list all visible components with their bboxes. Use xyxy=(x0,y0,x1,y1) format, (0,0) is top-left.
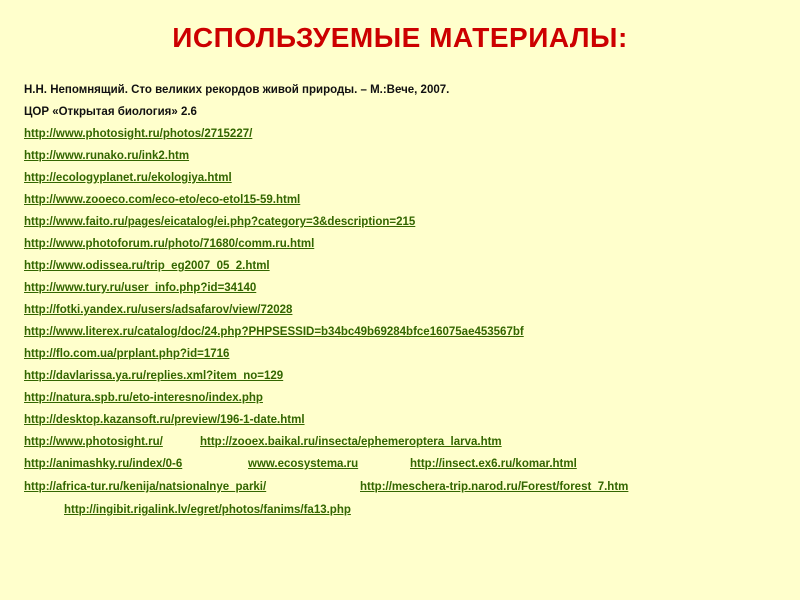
link-insect[interactable]: http://insect.ex6.ru/komar.html xyxy=(410,458,577,470)
link-1[interactable]: http://www.photosight.ru/photos/2715227/ xyxy=(24,128,253,140)
link-3[interactable]: http://ecologyplanet.ru/ekologiya.html xyxy=(24,172,232,184)
link-ecosystema[interactable]: www.ecosystema.ru xyxy=(248,458,359,470)
link-13[interactable]: http://natura.spb.ru/eto-interesno/index.php xyxy=(24,392,263,404)
link-12[interactable]: http://davlarissa.ya.ru/replies.xml?item_no=129 xyxy=(24,370,284,382)
link-10[interactable]: http://www.literex.ru/catalog/doc/24.php?PHPSESSID=b34bc49b69284bfce16075ae453567bf xyxy=(24,326,524,338)
link-7[interactable]: http://www.odissea.ru/trip_eg2007_05_2.html xyxy=(24,260,270,272)
link-animashky[interactable]: http://animashky.ru/index/0-6 xyxy=(24,458,183,470)
link-8[interactable]: http://www.tury.ru/user_info.php?id=34140 xyxy=(24,282,257,294)
link-9[interactable]: http://fotki.yandex.ru/users/adsafarov/view/72028 xyxy=(24,304,293,316)
link-photosight[interactable]: http://www.photosight.ru/ xyxy=(24,436,163,448)
link-11[interactable]: http://flo.com.ua/prplant.php?id=1716 xyxy=(24,348,230,360)
link-ingibit[interactable]: http://ingibit.rigalink.lv/egret/photos/fanims/fa13.php xyxy=(64,504,351,516)
link-4[interactable]: http://www.zooeco.com/eco-eto/eco-etol15-59.html xyxy=(24,194,301,206)
link-5[interactable]: http://www.faito.ru/pages/eicatalog/ei.php?category=3&description=215 xyxy=(24,216,416,228)
link-zooex[interactable]: http://zooex.baikal.ru/insecta/ephemeroptera_larva.htm xyxy=(200,436,502,448)
book-reference: Н.Н. Непомнящий. Сто великих рекордов живой природы. – М.:Вече, 2007. xyxy=(24,84,450,96)
link-meschera[interactable]: http://meschera-trip.narod.ru/Forest/forest_7.htm xyxy=(360,481,629,493)
link-14[interactable]: http://desktop.kazansoft.ru/preview/196-1-date.html xyxy=(24,414,305,426)
link-2[interactable]: http://www.runako.ru/ink2.htm xyxy=(24,150,190,162)
slide-title: ИСПОЛЬЗУЕМЫЕ МАТЕРИАЛЫ: xyxy=(172,22,628,53)
cor-reference: ЦОР «Открытая биология» 2.6 xyxy=(24,106,197,118)
link-6[interactable]: http://www.photoforum.ru/photo/71680/comm.ru.html xyxy=(24,238,315,250)
link-africa-tur[interactable]: http://africa-tur.ru/kenija/natsionalnye_parki/ xyxy=(24,481,267,493)
